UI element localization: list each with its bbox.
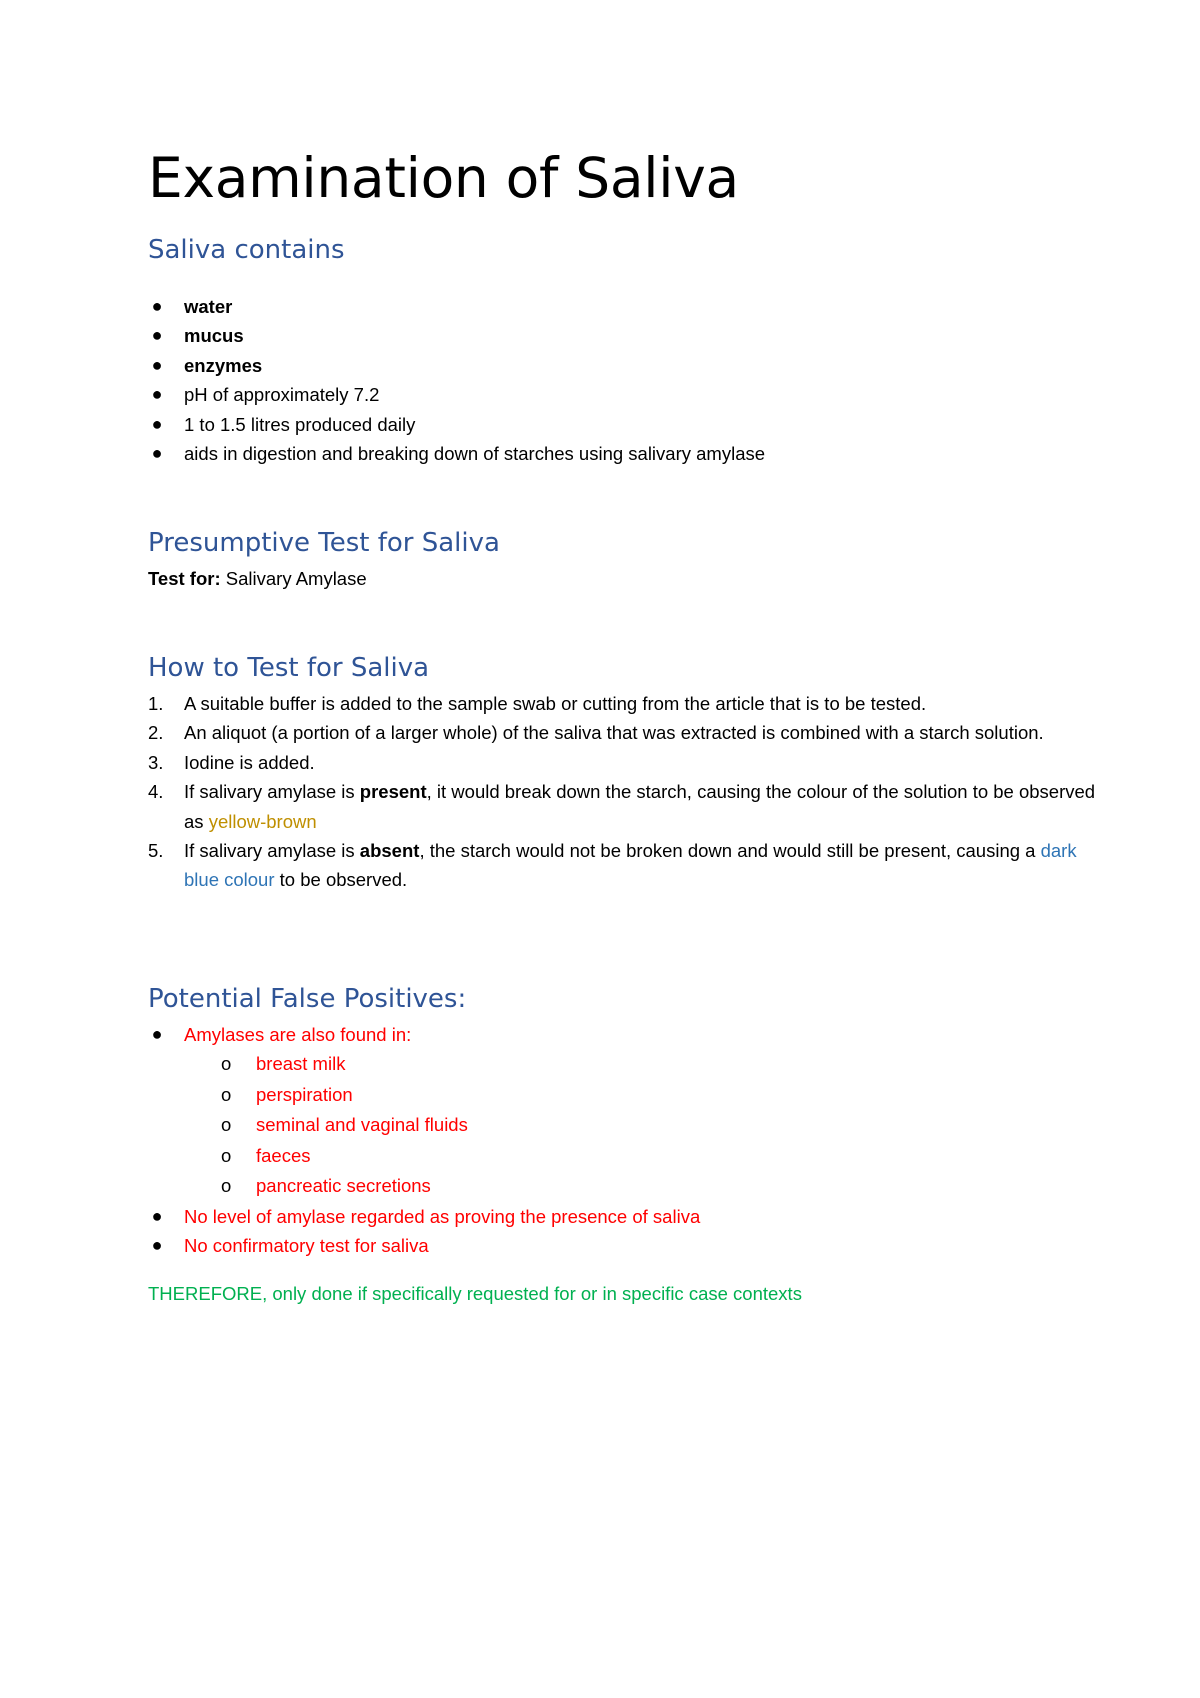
bullet-dot-icon: ● [151, 1205, 163, 1226]
bullet-dot-icon: ● [151, 296, 163, 316]
how-to-test-steps [148, 689, 1104, 895]
bullet-dot-icon: ● [151, 325, 163, 346]
how-to-test-heading: How to Test for Saliva [148, 653, 430, 683]
list-item: ● mucus [148, 321, 765, 350]
test-for-label: Test for: [148, 568, 221, 589]
circle-o-icon: o [221, 1175, 232, 1197]
list-item: ● aids in digestion and breaking down of starches using salivary amylase [148, 439, 765, 468]
circle-o-icon: o [221, 1144, 232, 1166]
list-item: o perspiration [148, 1080, 1098, 1111]
test-for-line [148, 564, 367, 594]
step-item: 4. If salivary amylase is present, it would break down the starch, causing the colour of the solution to be observed as yellow-brown [148, 781, 1101, 832]
circle-o-icon: o [221, 1053, 232, 1075]
bullet-dot-icon: ● [151, 442, 163, 463]
saliva-contains-heading: Saliva contains [148, 235, 345, 265]
test-for-value: Salivary Amylase [220, 568, 367, 589]
yellow-brown-text: yellow-brown [208, 810, 317, 832]
list-item: o breast milk [148, 1049, 1098, 1080]
bullet-dot-icon: ● [151, 384, 163, 405]
circle-o-icon: o [221, 1083, 232, 1105]
list-item: o pancreatic secretions [148, 1171, 1098, 1202]
step-item: 5. If salivary amylase is absent, the starch would not be broken down and would still be present, causing a dark blue colour to be observed. [148, 840, 1077, 891]
list-item: ● pH of approximately 7.2 [148, 380, 765, 409]
list-item: ● enzymes [148, 351, 765, 380]
bullet-dot-icon: ● [151, 1024, 163, 1044]
document-title: Examination of Saliva [148, 146, 739, 210]
bullet-dot-icon: ● [151, 413, 163, 434]
false-positives-notes [148, 1202, 1098, 1261]
bullet-dot-icon: ● [151, 354, 163, 375]
step-item: 3. Iodine is added. [148, 751, 315, 773]
list-item: ● No level of amylase regarded as proving the presence of saliva [148, 1202, 1098, 1231]
step-item: 1. A suitable buffer is added to the sample swab or cutting from the article that is to be tested. [148, 693, 927, 714]
list-item: ● water [148, 292, 765, 321]
false-positives-heading: Potential False Positives: [148, 984, 467, 1014]
saliva-contains-list [148, 292, 765, 468]
circle-o-icon: o [221, 1114, 232, 1136]
therefore-note: THEREFORE, only done if specifically requested for or in specific case contexts [148, 1283, 802, 1304]
amylase-sources-list [148, 1049, 1098, 1202]
false-positives-list [148, 1020, 1098, 1049]
list-item: ● Amylases are also found in: [148, 1020, 1098, 1049]
list-item: o seminal and vaginal fluids [148, 1110, 1098, 1141]
false-positives-section [148, 1020, 1098, 1261]
list-item: o faeces [148, 1141, 1098, 1172]
list-item: ● No confirmatory test for saliva [148, 1231, 1098, 1260]
dark-blue-text: dark blue colour [184, 840, 1077, 891]
list-item: ● 1 to 1.5 litres produced daily [148, 410, 765, 439]
bullet-dot-icon: ● [151, 1235, 163, 1256]
step-item: 2. An aliquot (a portion of a larger whole) of the saliva that was extracted is combined with a starch solution. [148, 722, 1044, 744]
presumptive-test-heading: Presumptive Test for Saliva [148, 528, 500, 558]
